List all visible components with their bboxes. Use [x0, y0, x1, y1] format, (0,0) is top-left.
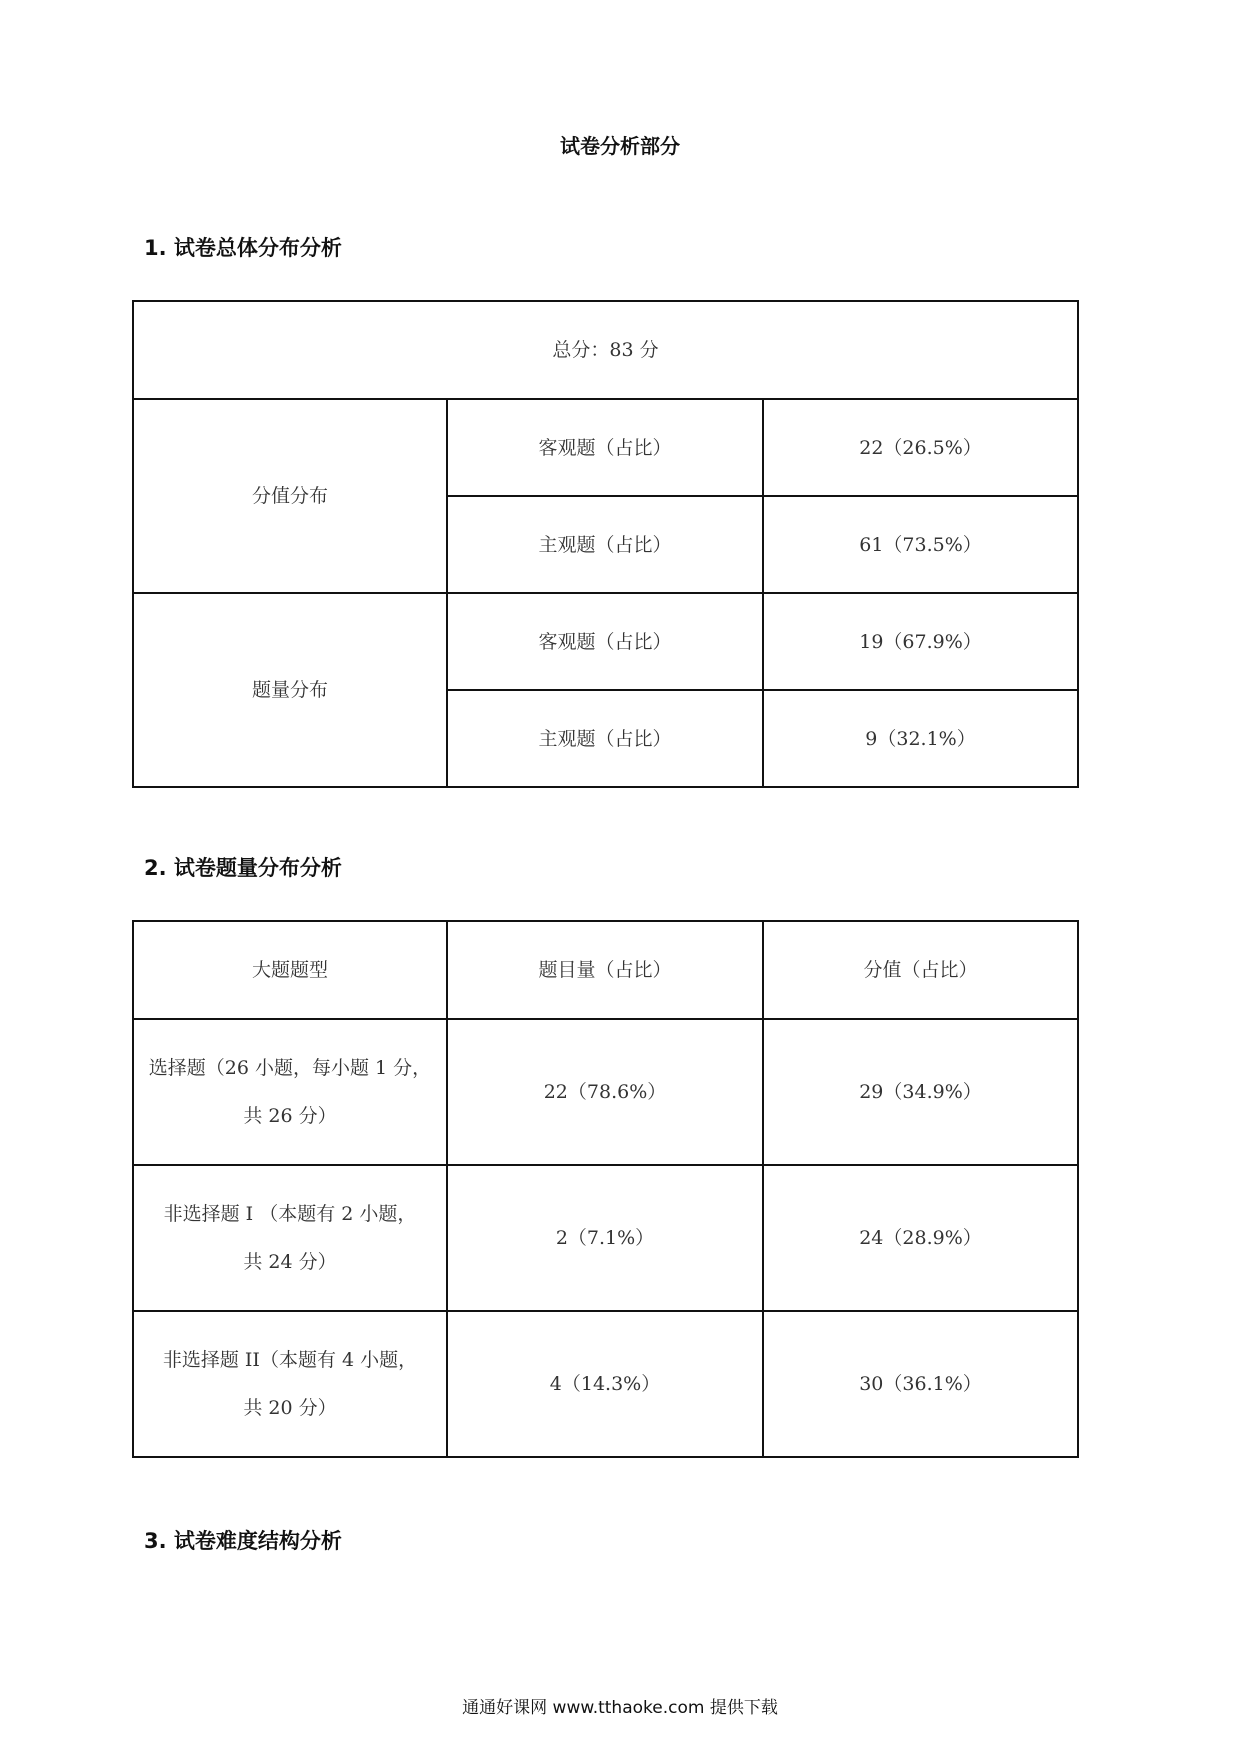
value-cell: 19（67.9%） [763, 593, 1078, 690]
value-cell: 22（26.5%） [763, 399, 1078, 496]
overall-distribution-table [132, 300, 1079, 788]
total-score-cell: 总分：83 分 [133, 301, 1078, 399]
type-line-2: 共 24 分） [243, 1251, 337, 1273]
question-type-cell [133, 1019, 447, 1165]
type-line-2: 共 20 分） [243, 1397, 337, 1419]
header-cell-count: 题目量（占比） [447, 921, 763, 1019]
section-heading-1: 1. 试卷总体分布分析 [144, 236, 342, 260]
question-type-cell: 主观题（占比） [447, 690, 763, 787]
question-distribution-table [132, 920, 1079, 1458]
section-heading-2: 2. 试卷题量分布分析 [144, 856, 342, 880]
footer-note: 通通好课网 www.tthaoke.com 提供下载 [462, 1698, 778, 1718]
table-row [133, 1019, 1078, 1165]
type-line-1: 非选择题 II（本题有 4 小题， [162, 1349, 418, 1371]
question-type-cell [133, 1165, 447, 1311]
question-type-cell [133, 1311, 447, 1457]
table-row [133, 593, 1078, 690]
group-label-score-distribution: 分值分布 [133, 399, 447, 593]
count-cell: 4（14.3%） [447, 1311, 763, 1457]
type-line-1: 选择题（26 小题，每小题 1 分， [148, 1057, 432, 1079]
group-label-count-distribution: 题量分布 [133, 593, 447, 787]
question-type-cell: 客观题（占比） [447, 399, 763, 496]
question-type-cell: 客观题（占比） [447, 593, 763, 690]
value-cell: 9（32.1%） [763, 690, 1078, 787]
question-type-cell: 主观题（占比） [447, 496, 763, 593]
type-line-2: 共 26 分） [243, 1105, 337, 1127]
page-title: 试卷分析部分 [560, 134, 680, 158]
header-cell-score: 分值（占比） [763, 921, 1078, 1019]
count-cell: 22（78.6%） [447, 1019, 763, 1165]
score-cell: 30（36.1%） [763, 1311, 1078, 1457]
score-cell: 29（34.9%） [763, 1019, 1078, 1165]
header-row [133, 921, 1078, 1019]
table-row [133, 1311, 1078, 1457]
total-score-row [133, 301, 1078, 399]
value-cell: 61（73.5%） [763, 496, 1078, 593]
table-row [133, 399, 1078, 496]
score-cell: 24（28.9%） [763, 1165, 1078, 1311]
count-cell: 2（7.1%） [447, 1165, 763, 1311]
section-heading-3: 3. 试卷难度结构分析 [144, 1529, 342, 1553]
header-cell-type: 大题题型 [133, 921, 447, 1019]
table-row [133, 1165, 1078, 1311]
type-line-1: 非选择题 I （本题有 2 小题， [163, 1203, 417, 1225]
